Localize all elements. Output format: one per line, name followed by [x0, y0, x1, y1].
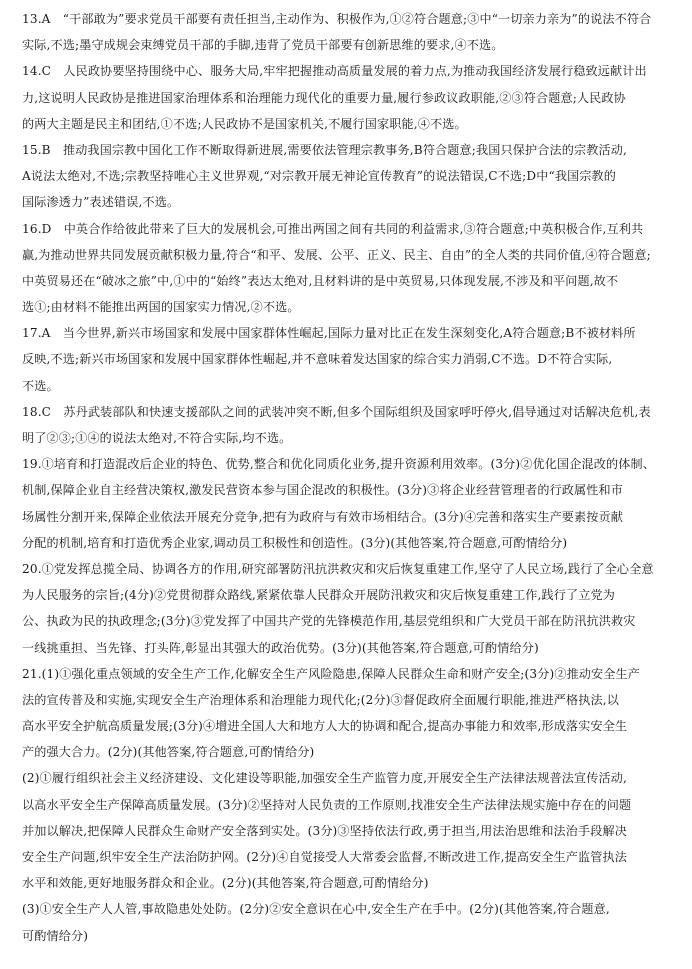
answer-20-line-1: 20.①党发挥总揽全局、协调各方的作用,研究部署防汛抗洪救灾和灾后恢复重建工作,坚守了人民立场,践行了全心全意: [22, 561, 654, 576]
answer-21-1-line-2: 法的宣传普及和实施,实现安全生产治理体系和治理能力现代化;(2分)③督促政府全面履行职能,推进严格执法,以: [22, 692, 620, 707]
answer-21-2-line-3: 并加以解决,把保障人民群众生命财产安全落到实处。(3分)③坚持依法行政,勇于担当,用法治思维和法治手段解决: [22, 823, 628, 838]
answer-14-line-2: 力,这说明人民政协是推进国家治理体系和治理能力现代化的重要力量,履行参政议政职能,②③符合题意;人民政协: [22, 90, 626, 105]
answer-21-1-line-4: 产的强大合力。(2分)(其他答案,符合题意,可酌情给分): [22, 745, 315, 760]
answer-21-2-line-5: 水平和效能,更好地服务群众和企业。(2分)(其他答案,符合题意,可酌情给分): [22, 876, 429, 891]
answer-14-line-3: 的两大主题是民主和团结,①不选;人民政协不是国家机关,不履行国家职能,④不选。: [22, 116, 467, 131]
answer-21-1-line-1: 21.(1)①强化重点领域的安全生产工作,化解安全生产风险隐患,保障人民群众生命和财产安全;(3分)②推动安全生产: [22, 666, 641, 681]
answer-19-line-2: 机制,保障企业自主经营决策权,激发民营资本参与国企混改的积极性。(3分)③将企业经营管理者的行政属性和市: [22, 483, 624, 498]
answer-18-line-2: 明了②③;①④的说法太绝对,不符合实际,均不选。: [22, 431, 292, 445]
answer-13-line-2: 实际,不选;墨守成规会束缚党员干部的手脚,违背了党员干部要有创新思维的要求,④不选。: [22, 38, 504, 53]
answer-20-line-3: 公、执政为民的执政理念;(3分)③党发挥了中国共产党的先锋模范作用,基层党组织和广大党员干部在防汛抗洪救灾: [22, 614, 636, 629]
answer-17-line-1: 17.A 当今世界,新兴市场国家和发展中国家群体性崛起,国际力量对比正在发生深刻变化,A符合题意;B不被材料所: [22, 326, 636, 341]
answer-16-line-2: 赢,为推动世界共同发展贡献积极力量,符合“和平、发展、公平、正义、民主、自由”的全人类的共同价值,④符合题意;: [22, 247, 651, 262]
answer-17-line-2: 反映,不选;新兴市场国家和发展中国家群体性崛起,并不意味着发达国家的综合实力消弱,C不选。D不符合实际,: [22, 352, 613, 367]
answer-13-line-1: 13.A “干部敢为”要求党员干部要有责任担当,主动作为、积极作为,①②符合题意;③中“一切亲力亲为”的说法不符合: [22, 12, 652, 26]
answer-18-line-1: 18.C 苏丹武装部队和快速支援部队之间的武装冲突不断,但多个国际组织及国家呼吁停火,倡导通过对话解决危机,表: [22, 404, 651, 419]
answer-16-line-4: 选①;由材料不能推出两国的国家实力情况,②不选。: [22, 300, 300, 315]
answer-20-line-2: 为人民服务的宗旨;(4分)②党贯彻群众路线,紧紧依靠人民群众开展防汛救灾和灾后恢复重建工作,践行了立党为: [22, 588, 616, 603]
answer-21-3-line-1: (3)①安全生产人人管,事故隐患处处防。(2分)②安全意识在心中,安全生产在手中。(2分)(其他答案,符合题意,: [22, 902, 610, 917]
answer-21-2-line-1: (2)①履行组织社会主义经济建设、文化建设等职能,加强安全生产监管力度,开展安全生产法律法规普法宣传活动,: [22, 771, 628, 786]
answer-20-line-4: 一线挑重担、当先锋、打头阵,彰显出其强大的政治优势。(3分)(其他答案,符合题意,可酌情给分): [22, 640, 539, 655]
answer-15-line-2: A说法太绝对,不选;宗教坚持唯心主义世界观,“对宗教开展无神论宣传教育”的说法错误,C不选;D中“我国宗教的: [22, 169, 617, 184]
answer-17-line-3: 不选。: [22, 378, 59, 393]
answer-21-2-line-2: 以高水平安全生产保障高质量发展。(3分)②坚持对人民负责的工作原则,找准安全生产法律法规实施中存在的问题: [22, 797, 632, 812]
answer-19-line-3: 场属性分割开来,保障企业依法开展充分竞争,把有为政府与有效市场相结合。(3分)④完善和落实生产要素按贡献: [22, 509, 624, 524]
answer-21-2-line-4: 安全生产问题,织牢安全生产法治防护网。(2分)④自觉接受人大常委会监督,不断改进工作,提高安全生产监管执法: [22, 850, 628, 864]
answer-21-3-line-2: 可酌情给分): [22, 928, 89, 943]
answer-16-line-3: 中英贸易还在“破冰之旅”中,①中的“始终”表达太绝对,且材料讲的是中英贸易,只体现发展,不涉及和平问题,故不: [22, 273, 619, 288]
answer-16-line-1: 16.D 中英合作给彼此带来了巨大的发展机会,可推出两国之间有共同的利益需求,③符合题意;中英积极合作,互利共: [22, 221, 644, 236]
answer-15-line-3: 国际渗透力”表述错误,不选。: [22, 195, 180, 210]
answer-19-line-4: 分配的机制,培育和打造优秀企业家,调动员工积极性和创造性。(3分)(其他答案,符合题意,可酌情给分): [22, 535, 568, 550]
answer-19-line-1: 19.①培育和打造混改后企业的特色、优势,整合和优化同质化业务,提升资源利用效率。(3分)②优化国企混改的体制、: [22, 457, 655, 472]
answer-14-line-1: 14.C 人民政协要坚持围绕中心、服务大局,牢牢把握推动高质量发展的着力点,为推动我国经济发展行稳致远献计出: [22, 64, 647, 79]
answer-15-line-1: 15.B 推动我国宗教中国化工作不断取得新进展,需要依法管理宗教事务,B符合题意;我国只保护合法的宗教活动,: [22, 142, 627, 157]
answer-21-1-line-3: 高水平安全护航高质量发展;(3分)④增进全国人大和地方人大的协调和配合,提高办事能力和效率,形成落实安全生: [22, 719, 628, 734]
